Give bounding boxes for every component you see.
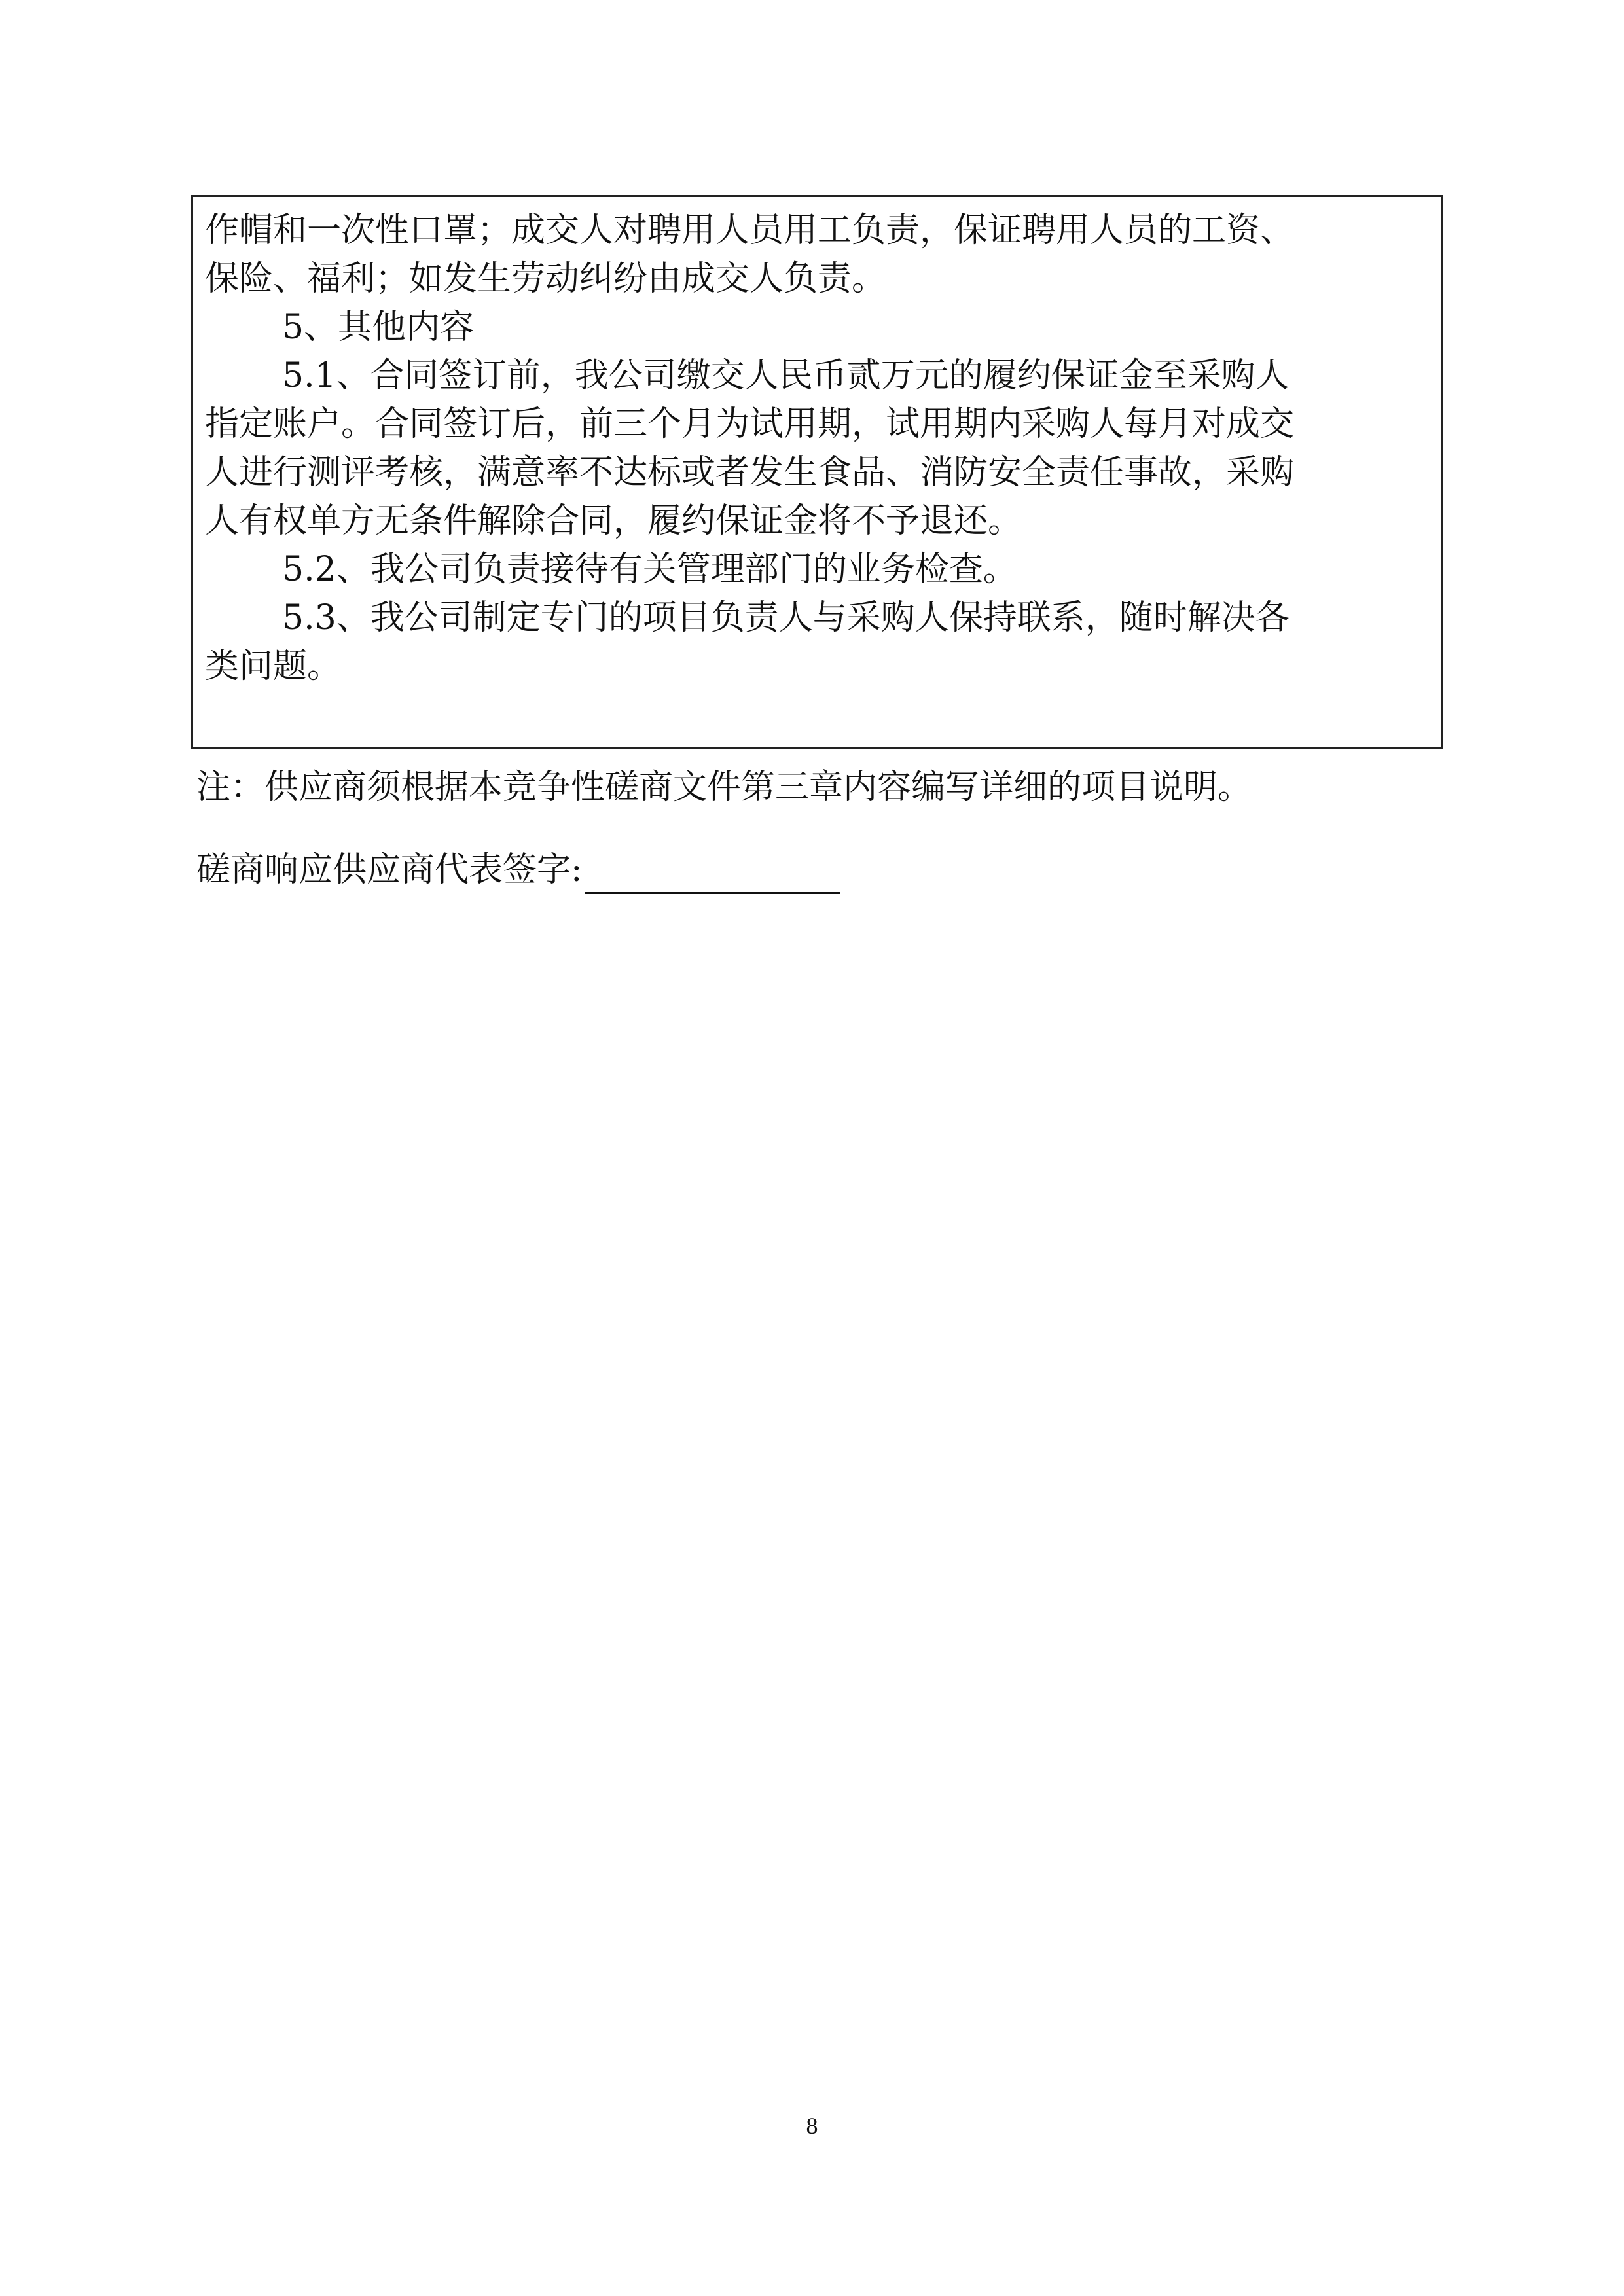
- paragraph-5-3: [205, 594, 1428, 691]
- text-line: 类问题。: [205, 647, 342, 686]
- content-box: [191, 195, 1443, 749]
- text-line: 5.3、我公司制定专门的项目负责人与采购人保持联系，随时解决各: [282, 598, 1290, 637]
- paragraph-staffing: [205, 206, 1428, 303]
- signature-field[interactable]: [585, 854, 840, 894]
- text-line: 5.2、我公司负责接待有关管理部门的业务检查。: [282, 550, 1017, 589]
- signature-row: [196, 846, 840, 894]
- note-text: 注：供应商须根据本竞争性磋商文件第三章内容编写详细的项目说明。: [196, 768, 1252, 807]
- text-line: 作帽和一次性口罩；成交人对聘用人员用工负责，保证聘用人员的工资、: [205, 211, 1295, 250]
- section-heading-5: [205, 303, 1428, 351]
- page-number: 8: [806, 2113, 818, 2139]
- text-line: 5.1、合同签订前，我公司缴交人民币贰万元的履约保证金至采购人: [282, 356, 1290, 395]
- text-line: 人进行测评考核，满意率不达标或者发生食品、消防安全责任事故，采购: [205, 453, 1295, 492]
- text-line: 指定账户。合同签订后，前三个月为试用期，试用期内采购人每月对成交: [205, 404, 1295, 444]
- heading-text: 5、其他内容: [282, 308, 475, 347]
- text-line: 保险、福利；如发生劳动纠纷由成交人负责。: [205, 259, 886, 298]
- text-line: 人有权单方无条件解除合同，履约保证金将不予退还。: [205, 501, 1022, 541]
- paragraph-5-1: [205, 351, 1428, 545]
- signature-label: 磋商响应供应商代表签字:: [196, 850, 583, 889]
- paragraph-5-2: [205, 545, 1428, 594]
